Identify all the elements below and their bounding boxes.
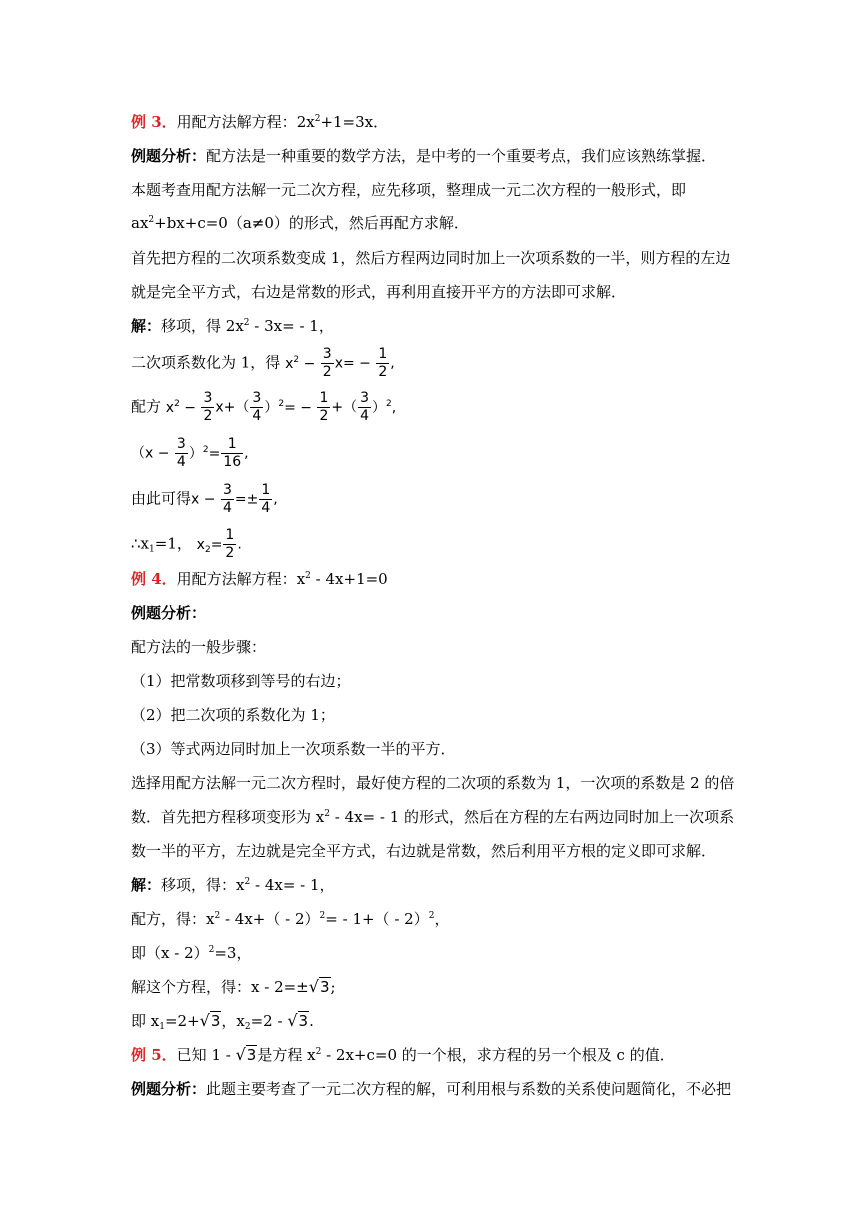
sqrt-symbol: √3 (199, 1011, 221, 1030)
ex4-solution-1: 解：移项，得：$x^2 - 4x= - 1$， (131, 876, 335, 894)
ex4-steps-title: 配方法的一般步骤： (131, 638, 267, 656)
ex3-label: 例 3． (131, 113, 177, 131)
ex4-solution-5: 即 $x_1=2+√3$，$x_2=2 - √3$. (131, 1011, 314, 1032)
ex4-analysis-label: 例题分析： (131, 604, 207, 622)
ex4-step-1: （1）把常数项移到等号的右边； (131, 672, 351, 690)
ex5-title: 例 5．已知 1 - √3是方程 $x^2 - 2x+c=0$ 的一个根，求方程的另一个根及 c 的值． (131, 1045, 675, 1064)
sqrt-symbol: √3 (287, 1011, 309, 1030)
ex3-analysis-3: $ax^2+bx+c=0(a\ne 0)$的形式，然后再配方求解． (131, 214, 469, 232)
ex3-title: 例 3．用配方法解方程：$2x^2+1=3x$． (131, 113, 389, 131)
ex3-solution-3: 配方 $x^2$ − $\frac{3}{2}$ x+（ $\frac{3}{4}$ ）$^2$= − $\frac{1}{2}$ +（ $\frac{3}{4}$ ）$^2$, (131, 390, 397, 424)
ex4-step-2: （2）把二次项的系数化为 1； (131, 706, 335, 724)
ex4-solution-3: 即（x - 2）$^2$=3， (131, 944, 252, 962)
ex3-analysis-2: 本题考查用配方法解一元二次方程，应先移项，整理成一元二次方程的一般形式，即 (131, 181, 687, 199)
ex4-step-3: （3）等式两边同时加上一次项系数一半的平方． (131, 740, 456, 758)
ex5-label: 例 5． (131, 1046, 177, 1064)
ex3-solution-5: 由此可得x − $\frac{3}{4}$ =± $\frac{1}{4}$ , (131, 482, 278, 516)
ex4-paragraph-3: 数一半的平方，左边就是完全平方式，右边就是常数，然后利用平方根的定义即可求解． (131, 842, 717, 860)
ex3-analysis-4: 首先把方程的二次项系数变成 1，然后方程两边同时加上一次项系数的一半，则方程的左边 (131, 249, 731, 267)
sqrt-symbol: √3 (235, 1045, 257, 1064)
ex3-solution-2: 二次项系数化为 1，得 $x^2$ − $\frac{3}{2}$ x= − $\frac{1}{2}$ , (131, 346, 395, 380)
ex3-solution-6: $\therefore x_1=1$， $x_2=$ $\frac{1}{2}$ . (131, 527, 242, 561)
ex3-solution-4: （x − $\frac{3}{4}$ ）$^2$= $\frac{1}{16}$ , (131, 436, 249, 470)
ex3-solution-1: 解：移项，得 $2x^2 - 3x= - 1$， (131, 317, 334, 335)
ex4-paragraph-2: 数．首先把方程移项变形为 $x^2 - 4x= - 1$ 的形式，然后在方程的左右两边同时加上一次项系 (131, 808, 735, 826)
ex4-solution-2: 配方，得：$x^2 - 4x+( - 2)^2= - 1+( - 2)^2$， (131, 910, 450, 928)
ex5-analysis-1: 例题分析：此题主要考查了一元二次方程的解，可利用根与系数的关系使问题简化，不必把 (131, 1080, 732, 1098)
ex4-label: 例 4． (131, 570, 177, 588)
ex4-paragraph-1: 选择用配方法解一元二次方程时，最好使方程的二次项的系数为 1，一次项的系数是 2 的倍 (131, 774, 735, 792)
ex4-title: 例 4．用配方法解方程：$x^2 - 4x+1=0$ (131, 570, 388, 588)
ex4-solution-4: 解这个方程，得：x - 2=±√3; (131, 977, 336, 996)
ex3-analysis-1: 例题分析：配方法是一种重要的数学方法，是中考的一个重要考点，我们应该熟练掌握． (131, 147, 717, 165)
ex3-analysis-5: 就是完全平方式，右边是常数的形式，再利用直接开平方的方法即可求解． (131, 283, 627, 301)
sqrt-symbol: √3 (308, 977, 330, 996)
